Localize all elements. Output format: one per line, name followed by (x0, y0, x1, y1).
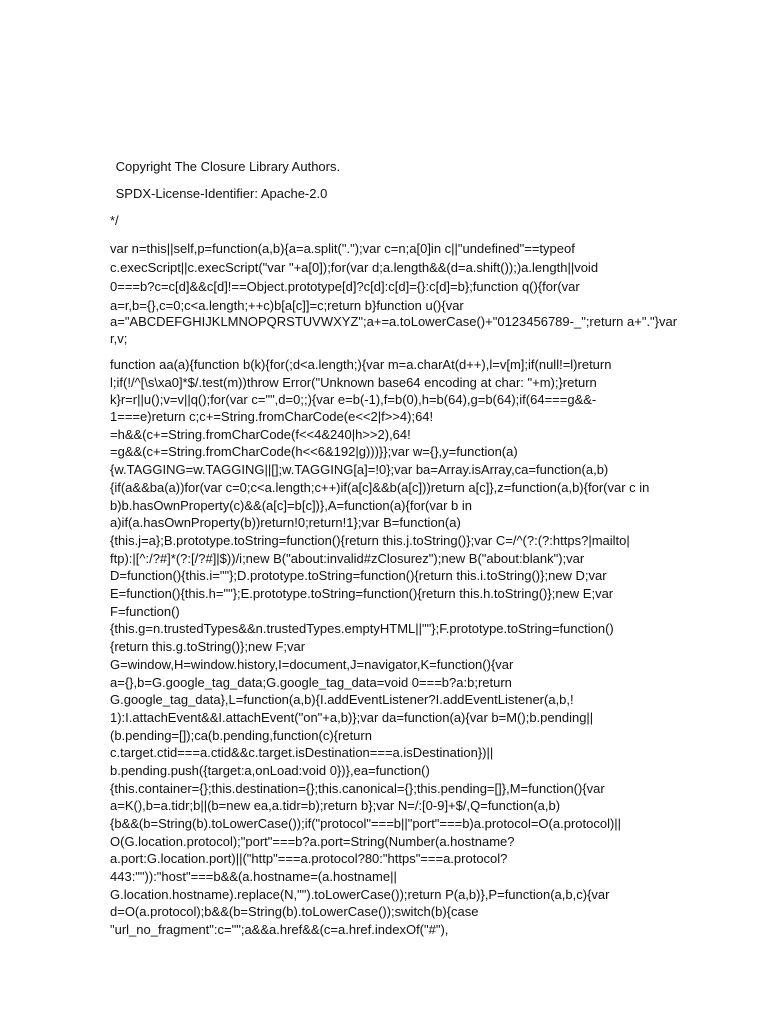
code-line: k}r=r||u();v=v||q();for(var c="",d=0;;){var e=b(-1),f=b(0),h=b(64),g=b(64);if(64===g&&- (110, 392, 597, 407)
code-line: {b&&(b=String(b).toLowerCase());if("protocol"===b||"port"===b)a.protocol=O(a.protocol)|| (110, 816, 622, 831)
code-line: O(G.location.protocol);"port"===b?a.port=String(Number(a.hostname? (110, 834, 515, 849)
code-line: a={},b=G.google_tag_data;G.google_tag_data=void 0===b?a:b;return (110, 675, 512, 690)
code-line: D=function(){this.i=""};D.prototype.toString=function(){return this.i.toString()};new D;var (110, 568, 607, 583)
code-line: c.execScript||c.execScript("var "+a[0]);for(var d;a.length&&(d=a.shift());)a.length||void (110, 260, 599, 275)
license-line: SPDX-License-Identifier: Apache-2.0 (112, 186, 328, 201)
code-line: ftp):|[^:/?#]*(?:[/?#]|$))/i;new B("about:invalid#zClosurez");new B("about:blank");var (110, 551, 585, 566)
copyright-line: Copyright The Closure Library Authors. (112, 159, 341, 174)
code-line: 1):I.attachEvent&&I.attachEvent("on"+a,b)};var da=function(a){var b=M();b.pending|| (110, 710, 594, 725)
code-line: G=window,H=window.history,I=document,J=navigator,K=function(){var (110, 657, 514, 672)
code-line: G.google_tag_data},L=function(a,b){I.addEventListener?I.addEventListener(a,b,! (110, 692, 574, 707)
code-line: =g&&(c+=String.fromCharCode(h<<6&192|g)))}};var w={},y=function(a) (110, 444, 518, 459)
code-line: a="ABCDEFGHIJKLMNOPQRSTUVWXYZ";a+=a.toLowerCase()+"0123456789-_";return a+"."}var (110, 314, 678, 329)
code-line: var n=this||self,p=function(a,b){a=a.split(".");var c=n;a[0]in c||"undefined"==typeof (110, 241, 575, 256)
code-line: 1===e)return c;c+=String.fromCharCode(e<<2|f>>4);64! (110, 409, 434, 424)
code-line: {this.j=a};B.prototype.toString=function(){return this.j.toString()};var C=/^(?:(?:https?|mailto| (110, 533, 630, 548)
code-line: G.location.hostname).replace(N,"").toLowerCase());return P(a,b)},P=function(a,b,c){var (110, 887, 610, 902)
code-line: b.pending.push({target:a,onLoad:void 0})},ea=function() (110, 763, 430, 778)
code-line: {this.g=n.trustedTypes&&n.trustedTypes.emptyHTML||""};F.prototype.toString=function() (110, 621, 614, 636)
code-line: (b.pending=[]);ca(b.pending,function(c){return (110, 728, 372, 743)
code-line: a=r,b={},c=0;c<a.length;++c)b[a[c]]=c;return b}function u(){var (110, 298, 464, 313)
code-line: "url_no_fragment":c="";a&&a.href&&(c=a.href.indexOf("#"), (110, 922, 449, 937)
code-line: {this.container={};this.destination={};this.canonical={};this.pending=[]},M=function(){var (110, 781, 605, 796)
code-line: b)b.hasOwnProperty(c)&&(a[c]=b[c])},A=function(a){for(var b in (110, 498, 472, 513)
code-line: 0===b?c=c[d]&&c[d]!==Object.prototype[d]?c[d]:c[d]={}:c[d]=b};function q(){for(var (110, 279, 580, 294)
code-line: =h&&(c+=String.fromCharCode(f<<4&240|h>>2),64! (110, 427, 411, 442)
code-line: a.port:G.location.port)||("http"===a.protocol?80:"https"===a.protocol? (110, 851, 508, 866)
code-line: F=function() (110, 604, 180, 619)
code-line: {w.TAGGING=w.TAGGING||[];w.TAGGING[a]=!0};var ba=Array.isArray,ca=function(a,b) (110, 462, 609, 477)
code-line: d=O(a.protocol);b&&(b=String(b).toLowerCase());switch(b){case (110, 904, 479, 919)
code-line: a=K(),b=a.tidr;b||(b=new ea,a.tidr=b);return b};var N=/:[0-9]+$/,Q=function(a,b) (110, 798, 561, 813)
comment-end: */ (110, 213, 119, 228)
code-line: r,v; (110, 331, 128, 346)
code-line: a)if(a.hasOwnProperty(b))return!0;return!1};var B=function(a) (110, 515, 461, 530)
code-line: E=function(){this.h=""};E.prototype.toString=function(){return this.h.toString()};new E;var (110, 586, 614, 601)
code-line: l;if(!/^[\s\xa0]*$/.test(m))throw Error("Unknown base64 encoding at char: "+m);}return (110, 375, 597, 390)
code-line: c.target.ctid===a.ctid&&c.target.isDestination===a.isDestination})|| (110, 745, 494, 760)
code-line: {if(a&&ba(a))for(var c=0;c<a.length;c++)if(a[c]&&b(a[c]))return a[c]},z=function(a,b){for(var c in (110, 480, 650, 495)
code-line: function aa(a){function b(k){for(;d<a.length;){var m=a.charAt(d++),l=v[m];if(null!=l)return (110, 357, 612, 372)
code-line: {return this.g.toString()};new F;var (110, 639, 306, 654)
code-line: 443:"")):"host"===b&&(a.hostname=(a.hostname|| (110, 869, 397, 884)
